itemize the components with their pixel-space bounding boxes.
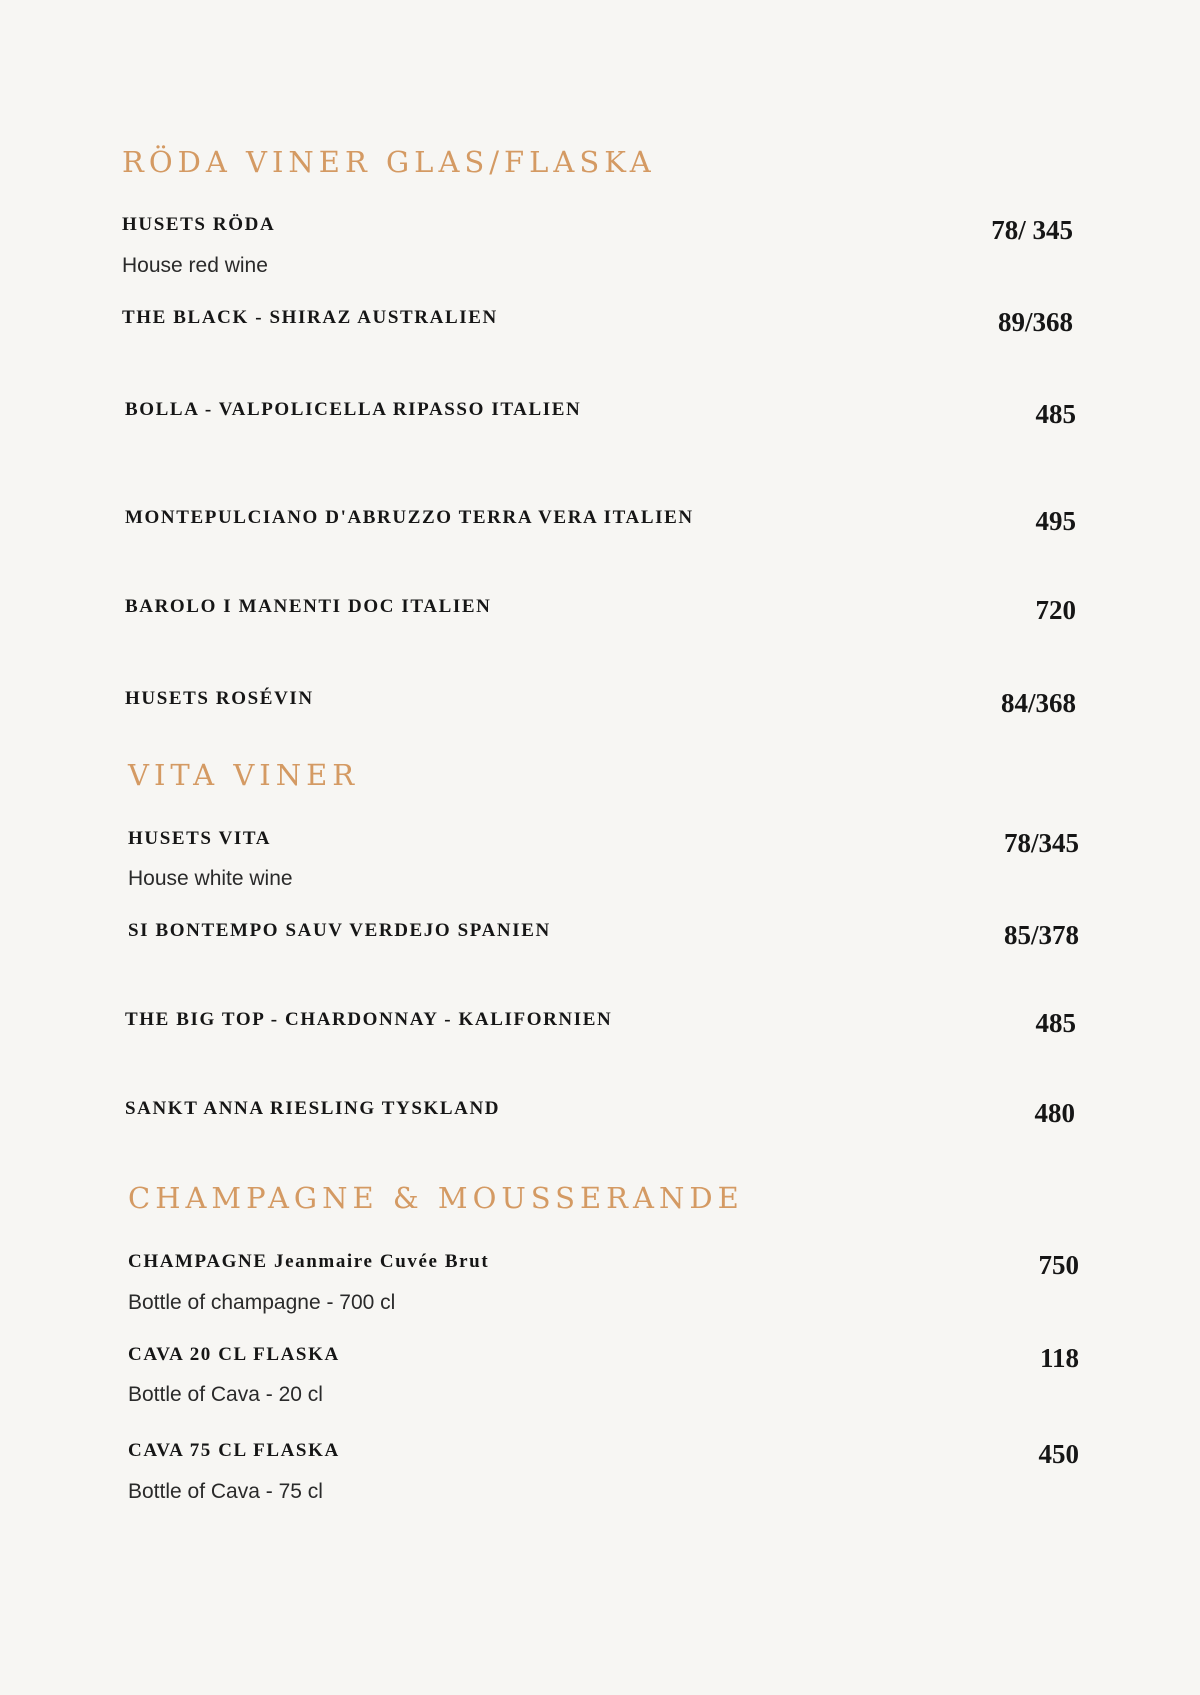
item-price: 750 xyxy=(1038,1250,1079,1280)
item-price: 85/378 xyxy=(1003,920,1079,950)
item-price: 78/345 xyxy=(1003,828,1079,858)
item-name: BOLLA - VALPOLICELLA RIPASSO ITALIEN xyxy=(125,399,582,420)
item-description: Bottle of Cava - 75 cl xyxy=(128,1480,323,1503)
item-description: House white wine xyxy=(128,867,293,890)
item-name: CHAMPAGNE Jeanmaire Cuvée Brut xyxy=(128,1251,490,1272)
item-name: HUSETS RÖDA xyxy=(122,214,276,235)
item-description: Bottle of champagne - 700 cl xyxy=(128,1291,396,1314)
item-name: THE BIG TOP - CHARDONNAY - KALIFORNIEN xyxy=(125,1009,613,1030)
item-price: 720 xyxy=(1035,595,1076,625)
item-price: 495 xyxy=(1035,506,1076,536)
item-price: 485 xyxy=(1035,1008,1076,1038)
item-price: 78/ 345 xyxy=(991,215,1073,245)
section-title-white-wines: VITA VINER xyxy=(128,758,360,792)
item-description: Bottle of Cava - 20 cl xyxy=(128,1383,323,1406)
item-name: SI BONTEMPO SAUV VERDEJO SPANIEN xyxy=(128,920,551,941)
item-name: HUSETS ROSÉVIN xyxy=(125,688,314,709)
item-description: House red wine xyxy=(122,254,268,277)
item-name: MONTEPULCIANO D'ABRUZZO TERRA VERA ITALIEN xyxy=(125,507,694,528)
item-name: BAROLO I MANENTI DOC ITALIEN xyxy=(125,596,492,617)
item-name: HUSETS VITA xyxy=(128,828,272,849)
item-name: CAVA 75 CL FLASKA xyxy=(128,1440,340,1461)
item-price: 485 xyxy=(1035,399,1076,429)
item-price: 118 xyxy=(1039,1343,1079,1373)
item-price: 480 xyxy=(1034,1098,1075,1128)
item-price: 89/368 xyxy=(997,307,1073,337)
item-name: CAVA 20 CL FLASKA xyxy=(128,1344,340,1365)
section-title-champagne: CHAMPAGNE & MOUSSERANDE xyxy=(128,1181,744,1215)
item-name: SANKT ANNA RIESLING TYSKLAND xyxy=(125,1098,501,1119)
item-name: THE BLACK - SHIRAZ AUSTRALIEN xyxy=(122,307,498,328)
section-title-red-wines: RÖDA VINER GLAS/FLASKA xyxy=(122,145,656,179)
item-price: 450 xyxy=(1038,1439,1079,1469)
item-price: 84/368 xyxy=(1000,688,1076,718)
